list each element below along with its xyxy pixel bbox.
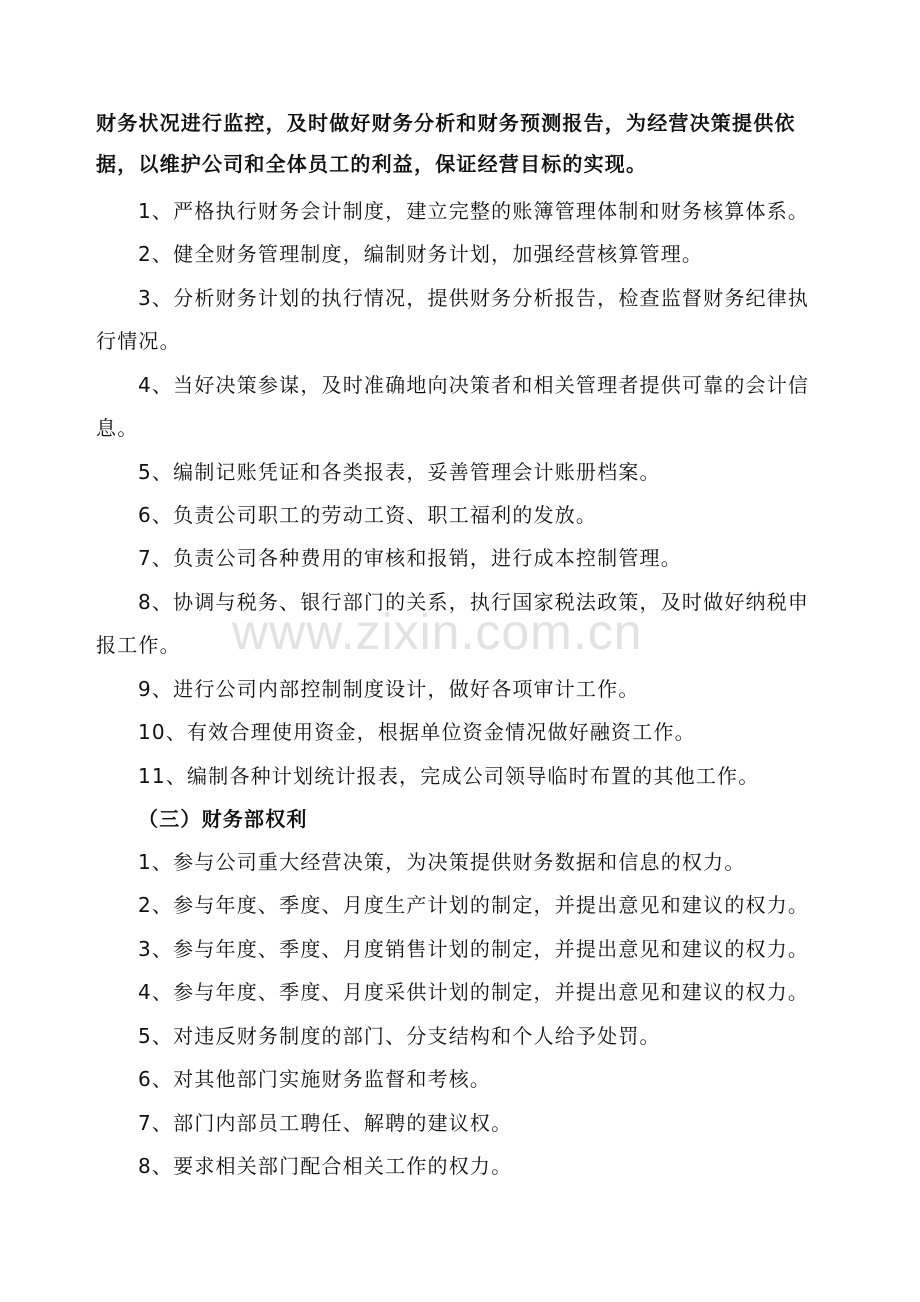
- duty-4-continuation: 息。: [96, 416, 139, 440]
- watermark: www.zixin.com.cn: [232, 604, 643, 660]
- duty-1: 1、严格执行财务会计制度，建立完整的账簿管理体制和财务核算体系。: [138, 199, 810, 223]
- intro-line-1: 财务状况进行监控，及时做好财务分析和财务预测报告，为经营决策提供依: [96, 111, 796, 135]
- right-5: 5、对违反财务制度的部门、分支结构和个人给予处罚。: [138, 1024, 661, 1048]
- duty-3-continuation: 行情况。: [96, 329, 181, 353]
- right-3: 3、参与年度、季度、月度销售计划的制定，并提出意见和建议的权力。: [138, 937, 810, 961]
- duty-9: 9、进行公司内部控制制度设计，做好各项审计工作。: [138, 677, 640, 701]
- duty-7: 7、负责公司各种费用的审核和报销，进行成本控制管理。: [138, 546, 682, 570]
- duty-11: 11、编制各种计划统计报表，完成公司领导临时布置的其他工作。: [138, 764, 760, 788]
- duty-8: 8、协调与税务、银行部门的关系，执行国家税法政策，及时做好纳税申: [138, 590, 810, 614]
- duty-10: 10、有效合理使用资金，根据单位资金情况做好融资工作。: [138, 720, 696, 744]
- duty-4: 4、当好决策参谋，及时准确地向决策者和相关管理者提供可靠的会计信: [138, 373, 810, 397]
- right-6: 6、对其他部门实施财务监督和考核。: [138, 1067, 492, 1091]
- right-2: 2、参与年度、季度、月度生产计划的制定，并提出意见和建议的权力。: [138, 893, 810, 917]
- right-1: 1、参与公司重大经营决策，为决策提供财务数据和信息的权力。: [138, 850, 746, 874]
- right-4: 4、参与年度、季度、月度采供计划的制定，并提出意见和建议的权力。: [138, 980, 810, 1004]
- right-7: 7、部门内部员工聘任、解聘的建议权。: [138, 1111, 513, 1135]
- duty-3: 3、分析财务计划的执行情况，提供财务分析报告，检查监督财务纪律执: [138, 286, 810, 310]
- duty-2: 2、健全财务管理制度，编制财务计划，加强经营核算管理。: [138, 242, 704, 266]
- rights-heading: （三）财务部权利: [138, 807, 308, 831]
- duty-6: 6、负责公司职工的劳动工资、职工福利的发放。: [138, 503, 598, 527]
- duty-8-continuation: 报工作。: [96, 633, 181, 657]
- intro-line-2: 据，以维护公司和全体员工的利益，保证经营目标的实现。: [96, 152, 648, 176]
- right-8: 8、要求相关部门配合相关工作的权力。: [138, 1154, 513, 1178]
- duty-5: 5、编制记账凭证和各类报表，妥善管理会计账册档案。: [138, 460, 661, 484]
